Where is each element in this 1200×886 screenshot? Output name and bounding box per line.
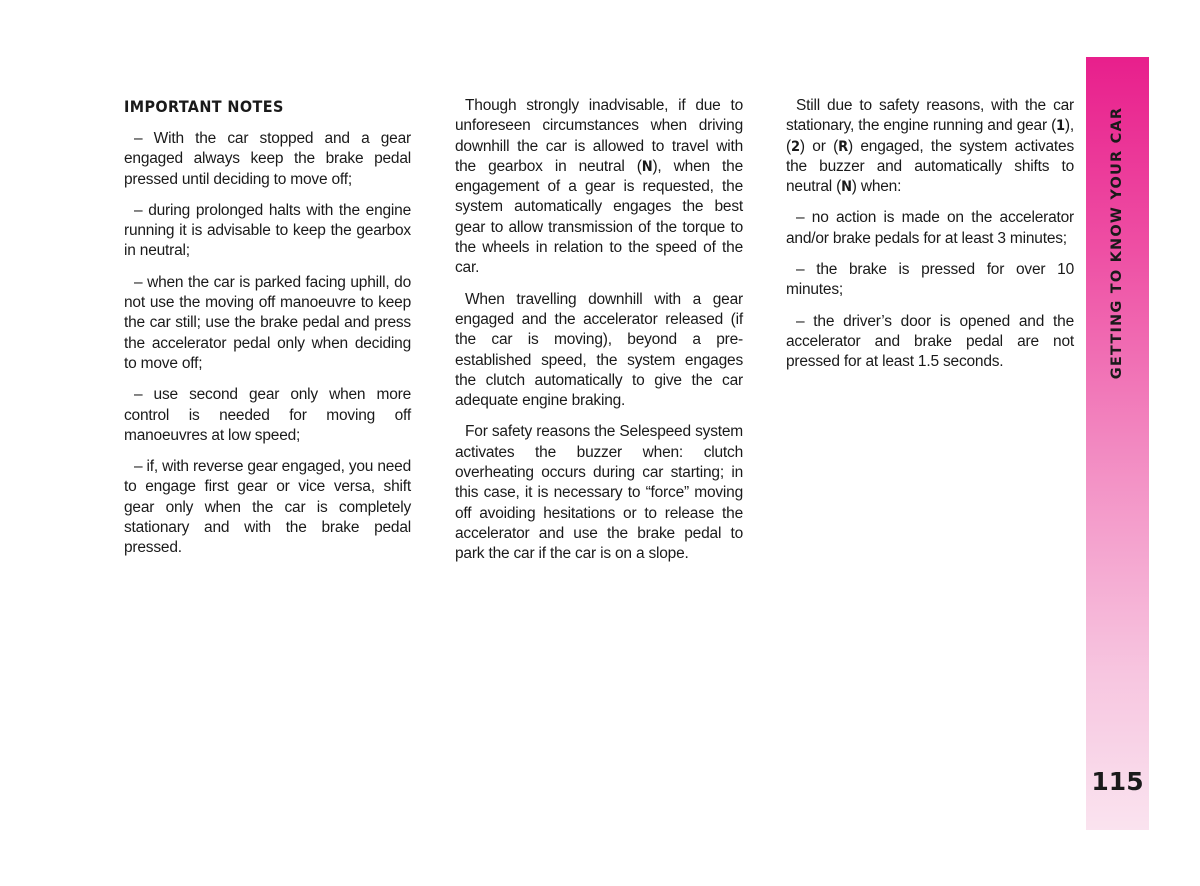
paragraph: – if, with reverse gear engaged, you need to engage first gear or vice versa, shift gear only when the car is completely stationary and with the brake pedal pressed. [124,458,412,557]
paragraph: For safety reasons the Selespeed system activates the buzzer when: clutch overheating occurs during car starting; in this case, it is necessary to “force” moving off avoiding hesitations or to release the accelerator and use the brake pedal to park the car if the car is on a slope. [455,423,743,563]
paragraph [455,96,743,279]
paragraph: – use second gear only when more control is needed for moving off manoeuvres at low speed; [124,386,411,444]
important-notes-heading: IMPORTANT NOTES [124,97,284,116]
paragraph: – the brake is pressed for over 10 minutes; [786,261,1074,299]
gear-label-first: 1 [1056,118,1065,135]
paragraph: – With the car stopped and a gear engaged always keep the brake pedal pressed until deciding to move off; [124,130,411,188]
text-column-2 [455,96,743,576]
page-number: 115 [1091,767,1144,796]
paragraph: – when the car is parked facing uphill, do not use the moving off manoeuvre to keep the car still; use the brake pedal and press the accelerator pedal only when deciding to move off; [124,273,411,372]
text-run: ), ( [786,117,1074,155]
gear-label-reverse: R [838,138,848,155]
text-run: ) engaged, the system activates the buzzer and automatically shifts to neutral ( [786,137,1074,196]
paragraph: When travelling downhill with a gear engaged and the accelerator released (if the car is moving), beyond a pre-established speed, the system engages the clutch automatically to give the car adequate engine braking. [455,290,743,410]
text-run: ) or ( [799,137,839,155]
text-run: ), when the engagement of a gear is requested, the system automatically engages the best gear to allow transmission of the torque to the wheels in relation to the speed of the car. [455,157,743,277]
text-column-3 [786,96,1074,384]
text-run: Though strongly inadvisable, if due to unforeseen circumstances when driving downhill the car is allowed to travel with the gearbox in neutral ( [455,97,743,175]
text-run: ) when: [851,178,902,196]
paragraph: – during prolonged halts with the engine running it is advisable to keep the gearbox in neutral; [124,201,411,260]
gear-label-neutral: N [841,179,852,196]
gear-label-second: 2 [790,138,800,155]
section-title: GETTING TO KNOW YOUR CAR [1109,106,1125,380]
text-column-1 [124,96,411,570]
paragraph [786,96,1074,197]
paragraph: – the driver’s door is opened and the accelerator and brake pedal are not pressed for at least 1.5 seconds. [786,312,1074,371]
text-run: Still due to safety reasons, with the car stationary, the engine running and gear ( [786,97,1074,135]
gear-label-neutral: N [641,158,653,175]
paragraph: – no action is made on the accelerator and/or brake pedals for at least 3 minutes; [786,209,1074,247]
